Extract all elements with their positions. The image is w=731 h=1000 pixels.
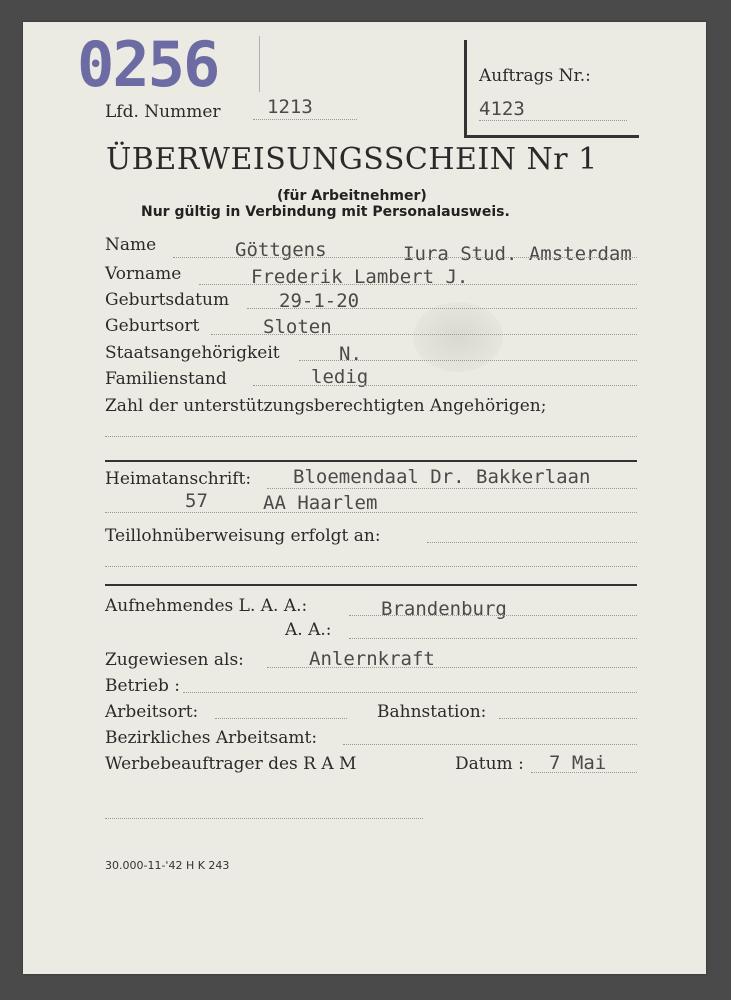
familienstand-label: Familienstand <box>105 369 227 389</box>
document-title: ÜBERWEISUNGSSCHEIN Nr 1 <box>106 142 598 177</box>
auftrag-value: 4123 <box>479 98 525 120</box>
betrieb-line <box>183 692 637 693</box>
datum-value: 7 Mai <box>549 752 607 774</box>
geburtsort-line <box>211 334 637 335</box>
heimat-label: Heimatanschrift: <box>105 469 252 489</box>
zugewiesen-value: Anlernkraft <box>309 648 435 670</box>
name-value: Göttgens <box>235 239 327 261</box>
auftrag-label: Auftrags Nr.: <box>479 66 591 86</box>
zugewiesen-label: Zugewiesen als: <box>105 650 244 670</box>
separator-2 <box>105 584 637 586</box>
separator-1 <box>105 460 637 462</box>
lfd-label: Lfd. Nummer <box>105 102 221 122</box>
arbeitsort-line <box>215 718 347 719</box>
vorname-line <box>199 284 637 285</box>
name-label: Name <box>105 235 157 255</box>
name-extra: Iura Stud. Amsterdam <box>403 243 632 265</box>
bezirk-label: Bezirkliches Arbeitsamt: <box>105 728 318 748</box>
bahnstation-line <box>499 718 637 719</box>
betrieb-label: Betrieb : <box>105 676 181 696</box>
staat-line <box>299 360 637 361</box>
vorname-label: Vorname <box>105 264 182 284</box>
laa-label: Aufnehmendes L. A. A.: <box>105 596 308 616</box>
aa-line <box>349 638 637 639</box>
familienstand-value: ledig <box>311 366 369 388</box>
stamp-number: 0256 <box>77 28 219 101</box>
angehoerige-label: Zahl der unterstützungsberechtigten Angehörigen; <box>105 396 547 416</box>
geburtsort-label: Geburtsort <box>105 316 200 336</box>
heimat-line1 <box>267 488 637 489</box>
laa-value: Brandenburg <box>381 598 507 620</box>
signature-line <box>105 818 423 819</box>
teillohn-line2 <box>105 566 637 567</box>
heimat-value-number: 57 <box>185 490 208 512</box>
bezirk-line <box>343 744 637 745</box>
staat-value: N. <box>339 343 362 365</box>
document-card <box>23 22 706 974</box>
datum-label: Datum : <box>455 754 524 774</box>
laa-line <box>349 615 637 616</box>
fold-mark <box>259 36 260 92</box>
subtitle-personalausweis: Nur gültig in Verbindung mit Personalausweis. <box>141 204 510 220</box>
geburtsdatum-line <box>247 308 637 309</box>
lfd-line <box>253 119 357 120</box>
werbe-label: Werbebeauftrager des R A M <box>105 754 357 774</box>
geburtsdatum-value: 29-1-20 <box>279 290 360 312</box>
staat-label: Staatsangehörigkeit <box>105 343 280 363</box>
geburtsdatum-label: Geburtsdatum <box>105 290 230 310</box>
familienstand-line <box>253 385 637 386</box>
footer-code: 30.000-11-'42 H K 243 <box>105 859 230 872</box>
arbeitsort-label: Arbeitsort: <box>105 702 199 722</box>
smudge <box>413 302 503 372</box>
heimat-value-line1: Bloemendaal Dr. Bakkerlaan <box>293 466 591 488</box>
auftrag-line <box>479 120 627 121</box>
datum-line <box>531 772 637 773</box>
aa-label: A. A.: <box>285 620 332 640</box>
subtitle-arbeitnehmer: (für Arbeitnehmer) <box>277 188 427 204</box>
vorname-value: Frederik Lambert J. <box>251 266 469 288</box>
heimat-line2 <box>105 512 637 513</box>
name-line <box>173 257 637 258</box>
bahnstation-label: Bahnstation: <box>377 702 487 722</box>
zugewiesen-line <box>267 667 637 668</box>
lfd-value: 1213 <box>267 96 313 118</box>
geburtsort-value: Sloten <box>263 316 332 338</box>
teillohn-line1 <box>427 542 637 543</box>
auftrag-box <box>464 40 639 138</box>
teillohn-label: Teillohnüberweisung erfolgt an: <box>105 526 381 546</box>
angehoerige-line <box>105 436 637 437</box>
heimat-value-line2: AA Haarlem <box>263 492 378 514</box>
